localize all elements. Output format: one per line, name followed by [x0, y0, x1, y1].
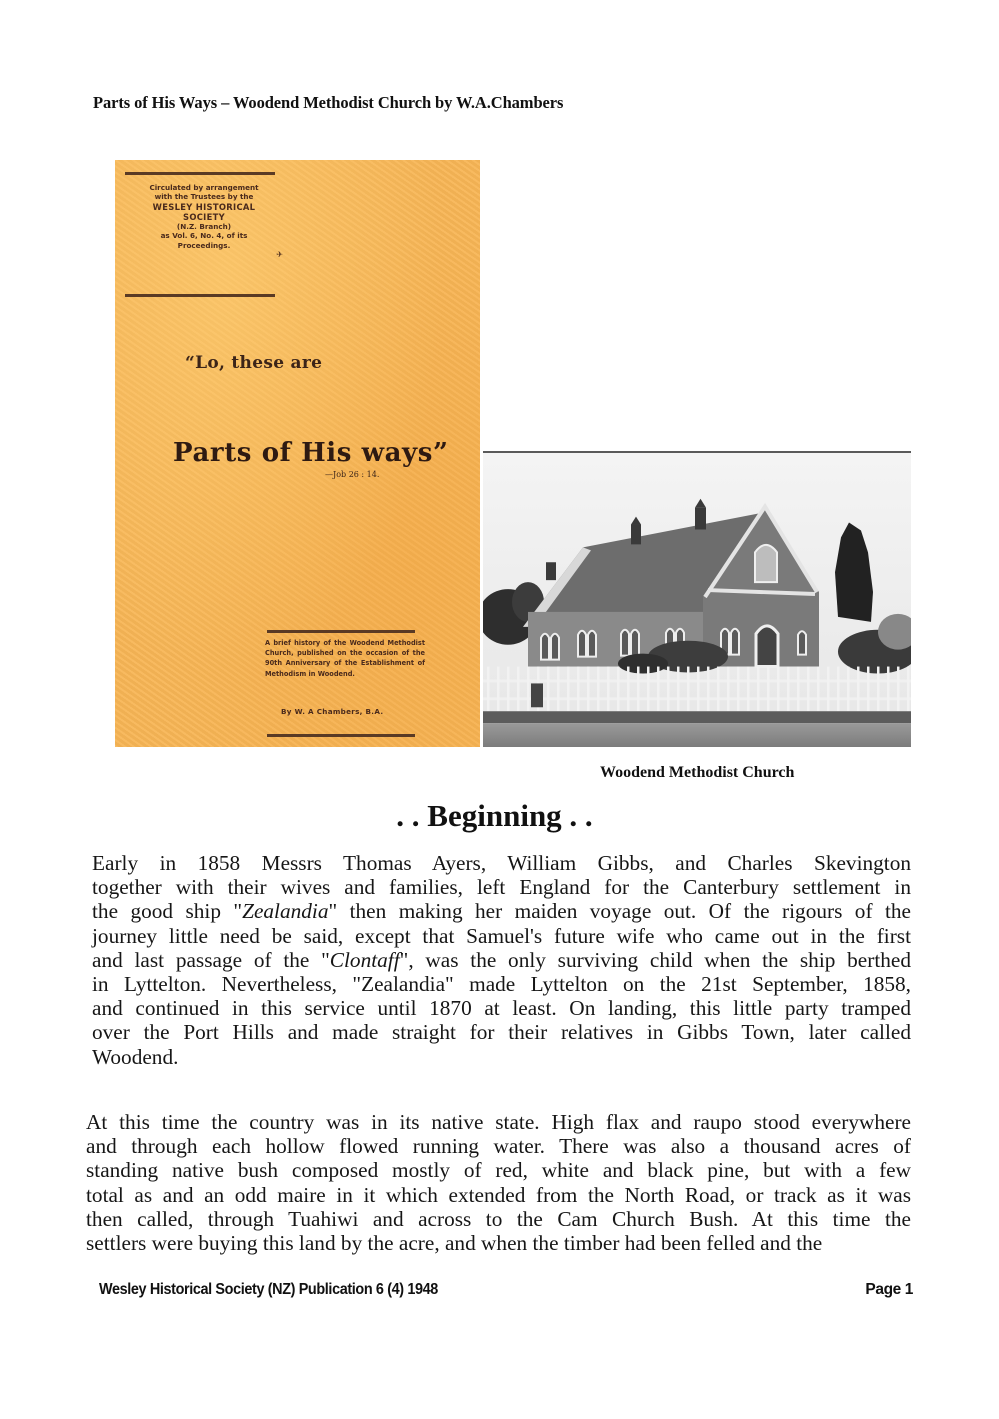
cover-rule: [125, 294, 275, 297]
paragraph-line: standing native bush composed mostly of red, white and black pine, but with a few: [86, 1158, 911, 1183]
paragraph-line: At this time the country was in its native state. High flax and raupo stood everywhere: [86, 1110, 911, 1134]
ship-name: Zealandia: [242, 899, 329, 924]
footer-publication: Wesley Historical Society (NZ) Publication 6 (4) 1948: [99, 1281, 438, 1298]
footer-page-number: Page 1: [865, 1281, 913, 1298]
body-paragraph-1: [92, 851, 911, 1069]
cover-rule-top: [125, 172, 275, 175]
imprint-line: WESLEY HISTORICAL: [152, 201, 256, 212]
section-heading: . . Beginning . .: [396, 798, 593, 833]
body-paragraph-2: [86, 1110, 911, 1255]
imprint-line: as Vol. 6, No. 4, of its: [160, 231, 248, 241]
photo-caption: Woodend Methodist Church: [600, 764, 795, 781]
imprint-line: Circulated by arrangement: [149, 183, 259, 192]
cover-byline: By W. A Chambers, B.A.: [281, 707, 384, 716]
church-photo: [483, 451, 911, 747]
paragraph-line: settlers were buying this land by the acre, and when the timber had been felled and the: [86, 1231, 823, 1256]
cover-rule: [267, 630, 415, 633]
imprint-line: with the Trustees by the: [154, 192, 254, 202]
printer-mark-icon: ✈: [276, 250, 283, 260]
cover-blurb: A brief history of the Woodend Methodist Church, published on the occasion of the 90th Anniversary of the Establishment of Methodism in Woodend.: [265, 639, 425, 678]
paragraph-line: journey little need be said, except that Samuel's future wife who came out in the first: [92, 923, 911, 948]
paragraph-line: total as and an odd maire in it which extended from the North Road, or track as it was: [86, 1182, 911, 1207]
paragraph-line: and through each hollow flowed running water. There was also a thousand acres of: [86, 1134, 911, 1159]
paragraph-line: and continued in this service until 1870 at least. On landing, this little party tramped: [92, 996, 911, 1021]
cover-scripture-reference: —Job 26 : 14.: [325, 470, 380, 479]
cover-rule-bottom: [267, 734, 415, 737]
paragraph-line: and last passage of the "Clontaff", was the only surviving child when the ship berthed: [92, 947, 911, 972]
paragraph-line: then called, through Tuahiwi and across to the Cam Church Bush. At this time the: [86, 1206, 911, 1231]
paragraph-line: over the Port Hills and made straight for their relatives in Gibbs Town, later called: [92, 1020, 911, 1045]
paragraph-line: together with their wives and families, left England for the Canterbury settlement in: [92, 875, 911, 900]
paragraph-line: Woodend.: [92, 1044, 179, 1069]
cover-title: Parts of His ways”: [173, 438, 449, 468]
imprint-line: (N.Z. Branch): [176, 221, 232, 231]
booklet-cover-image: [115, 160, 480, 747]
ship-name: Clontaff: [329, 947, 400, 972]
cover-quote-line-1: “Lo, these are: [185, 353, 323, 373]
imprint-line: Proceedings.: [177, 240, 231, 250]
running-header: Parts of His Ways – Woodend Methodist Church by W.A.Chambers: [93, 93, 564, 112]
cover-imprint: [119, 183, 289, 259]
paragraph-line: in Lyttelton. Nevertheless, "Zealandia" made Lyttelton on the 21st September, 1858,: [92, 972, 911, 997]
paragraph-line: Early in 1858 Messrs Thomas Ayers, William Gibbs, and Charles Skevington: [92, 851, 911, 875]
church-photo-illustration: [483, 453, 911, 747]
imprint-line: SOCIETY: [182, 211, 225, 222]
paragraph-line: the good ship "Zealandia" then making her maiden voyage out. Of the rigours of the: [92, 899, 911, 924]
